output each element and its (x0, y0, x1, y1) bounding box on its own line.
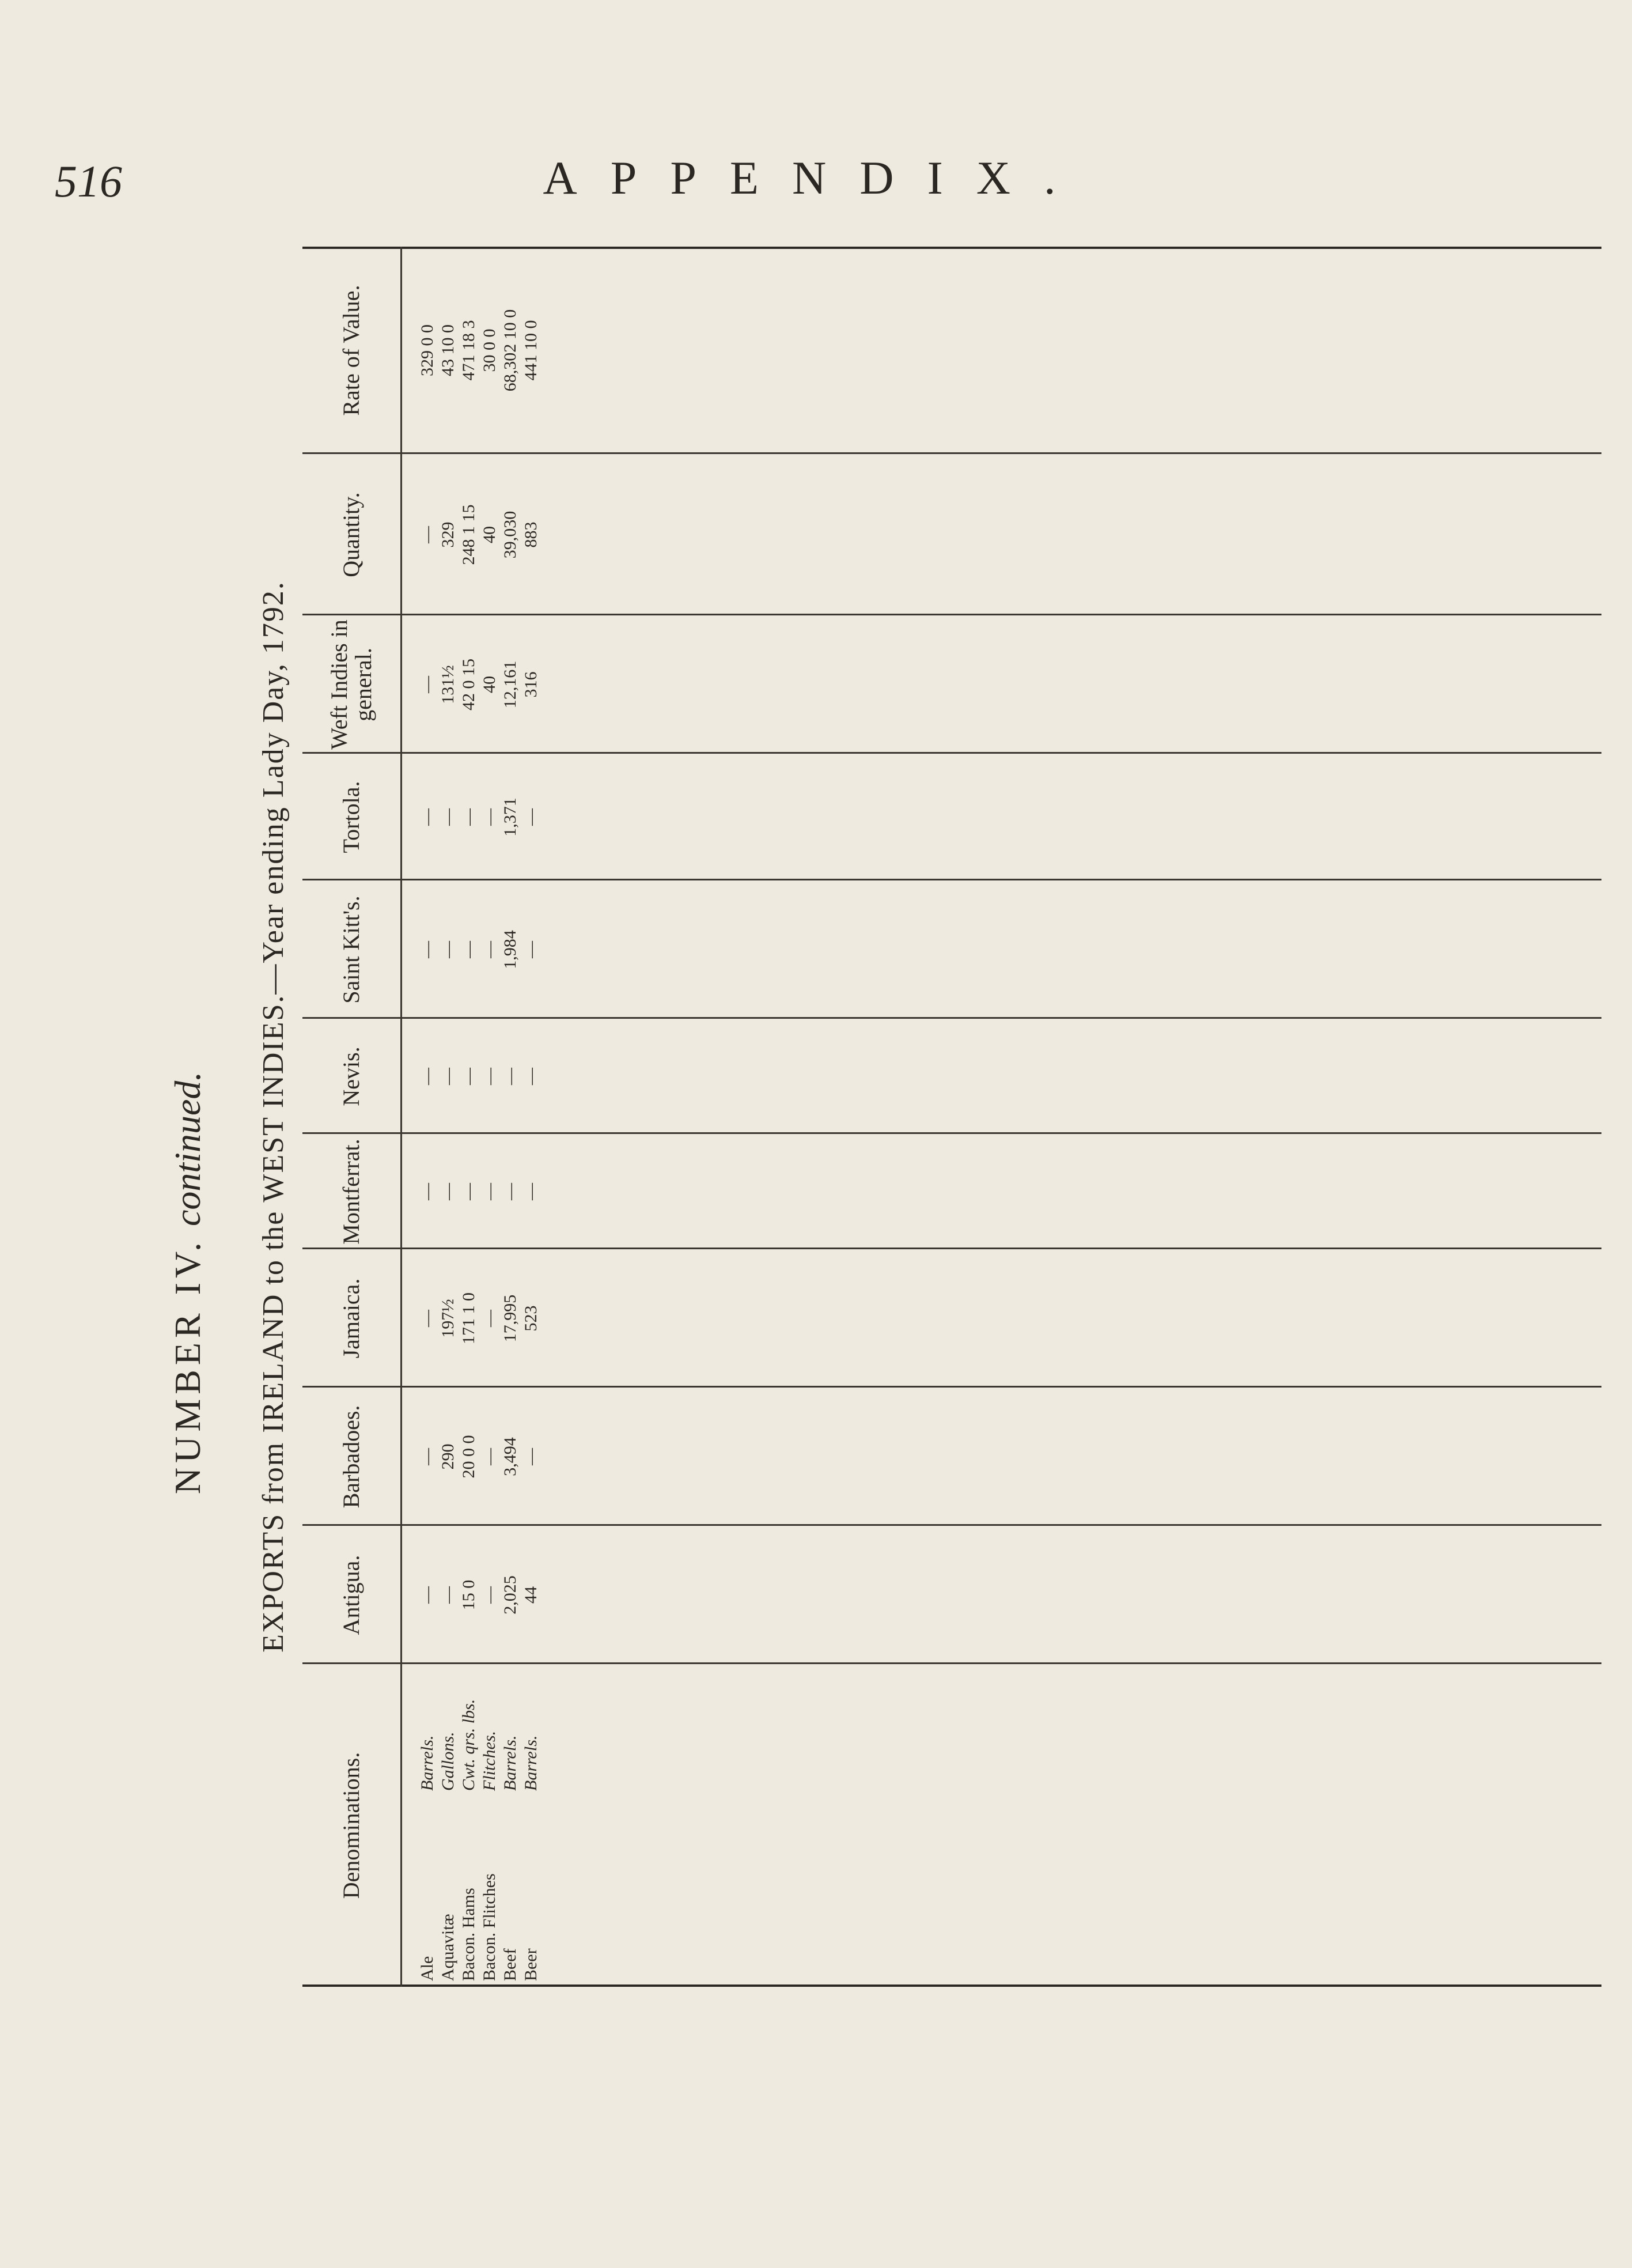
denom-row (438, 1670, 459, 1981)
cell-tortola: — (521, 808, 540, 826)
denominations-header: Denominations. (338, 1752, 364, 1899)
cell-west-indies: 12,161 (501, 660, 520, 709)
denom-unit: Barrels. (501, 1735, 520, 1791)
cell-montserrat: — (418, 1183, 437, 1200)
column-rule (302, 1386, 1601, 1388)
column-rule (302, 1524, 1601, 1526)
denom-row (418, 1670, 438, 1981)
column-rule (302, 879, 1601, 880)
col-west-indies: Weft Indies in general. (326, 619, 376, 750)
cell-montserrat: — (480, 1183, 499, 1200)
cell-rate-of-value: 68,302 10 0 (501, 309, 520, 392)
denom-row (459, 1670, 480, 1981)
column-rule (302, 1132, 1601, 1134)
denom-label: Bacon. Hams (459, 1888, 478, 1981)
cell-tortola: — (438, 808, 457, 826)
cell-montserrat: — (521, 1183, 540, 1200)
number-heading: NUMBER IV. (167, 1238, 208, 1495)
column-rule (302, 1017, 1601, 1019)
running-head: APPENDIX. (543, 152, 1089, 204)
cell-quantity: 248 1 15 (459, 504, 478, 565)
cell-jamaica: 197½ (438, 1299, 457, 1338)
cell-nevis: — (480, 1068, 499, 1085)
denominations-column (302, 1664, 1601, 1987)
cell-barbados: — (521, 1448, 540, 1465)
denom-label: Ale (418, 1956, 437, 1981)
cell-rate-of-value: 329 0 0 (418, 324, 437, 376)
cell-barbados: 3,494 (501, 1437, 520, 1476)
cell-jamaica: 171 1 0 (459, 1292, 478, 1344)
cell-antigua: — (418, 1586, 437, 1604)
col-saint-kitts: Saint Kitt's. (338, 895, 364, 1004)
cell-quantity: 883 (521, 521, 540, 548)
cell-nevis: — (438, 1068, 457, 1085)
denom-unit: Cwt. qrs. lbs. (459, 1699, 478, 1791)
rotated-table-block (158, 247, 1601, 1987)
page-number: 516 (55, 156, 122, 206)
column-rule (302, 1248, 1601, 1249)
exports-table (302, 247, 1601, 1987)
table-title: EXPORTS from IRELAND to the WEST INDIES.—Year ending Lady Day, 1792. (257, 581, 290, 1653)
cell-saint-kitts: — (418, 941, 437, 958)
col-jamaica: Jamaica. (338, 1278, 364, 1359)
continued-label: continued. (167, 1071, 208, 1226)
cell-saint-kitts: — (459, 941, 478, 958)
cell-west-indies: 42 0 15 (459, 659, 478, 710)
denom-unit: Barrels. (418, 1735, 437, 1791)
col-tortola: Tortola. (338, 781, 364, 853)
cell-montserrat: — (501, 1183, 520, 1200)
cell-antigua: — (438, 1586, 457, 1604)
denom-unit: Barrels. (521, 1735, 540, 1791)
cell-tortola: 1,371 (501, 797, 520, 837)
cell-west-indies: 131½ (438, 665, 457, 704)
cell-tortola: — (459, 808, 478, 826)
cell-west-indies: 316 (521, 671, 540, 698)
cell-jamaica: 523 (521, 1305, 540, 1332)
cell-rate-of-value: 30 0 0 (480, 328, 499, 372)
cell-nevis: — (418, 1068, 437, 1085)
column-rule (302, 614, 1601, 615)
table-border-right (302, 247, 1601, 249)
denom-row (501, 1670, 521, 1981)
cell-antigua: 44 (521, 1586, 540, 1604)
cell-montserrat: — (459, 1183, 478, 1200)
cell-tortola: — (480, 808, 499, 826)
cell-saint-kitts: — (521, 941, 540, 958)
col-nevis: Nevis. (338, 1046, 364, 1106)
cell-west-indies: 40 (480, 676, 499, 693)
cell-tortola: — (418, 808, 437, 826)
column-rule (302, 1662, 1601, 1664)
denom-label: Beer (521, 1948, 540, 1981)
denom-label: Aquavitæ (438, 1914, 457, 1981)
cell-montserrat: — (438, 1183, 457, 1200)
cell-saint-kitts: — (438, 941, 457, 958)
cell-rate-of-value: 471 18 3 (459, 320, 478, 381)
cell-quantity: 40 (480, 526, 499, 543)
denom-row (480, 1670, 501, 1981)
cell-saint-kitts: — (480, 941, 499, 958)
denom-row (521, 1670, 542, 1981)
denom-label: Bacon. Flitches (480, 1873, 499, 1981)
col-montserrat: Montferrat. (338, 1139, 364, 1245)
column-rule (302, 752, 1601, 754)
cell-nevis: — (459, 1068, 478, 1085)
column-rule (302, 452, 1601, 454)
denom-unit: Gallons. (438, 1732, 457, 1791)
cell-quantity: — (418, 526, 437, 543)
cell-west-indies: — (418, 676, 437, 693)
cell-barbados: 20 0 0 (459, 1435, 478, 1479)
cell-barbados: — (418, 1448, 437, 1465)
cell-quantity: 39,030 (501, 511, 520, 559)
cell-antigua: — (480, 1586, 499, 1604)
cell-saint-kitts: 1,984 (501, 930, 520, 969)
cell-barbados: — (480, 1448, 499, 1465)
cell-antigua: 15 0 (459, 1579, 478, 1611)
cell-jamaica: — (418, 1310, 437, 1327)
cell-jamaica: — (480, 1310, 499, 1327)
cell-rate-of-value: 441 10 0 (521, 320, 540, 381)
table-caption (158, 247, 222, 1987)
cell-quantity: 329 (438, 521, 457, 548)
col-antigua: Antigua. (338, 1555, 364, 1635)
cell-nevis: — (521, 1068, 540, 1085)
denom-label: Beef (501, 1948, 520, 1981)
cell-rate-of-value: 43 10 0 (438, 324, 457, 376)
cell-jamaica: 17,995 (501, 1294, 520, 1343)
col-barbados: Barbadoes. (338, 1405, 364, 1509)
col-quantity: Quantity. (338, 492, 364, 577)
denom-unit: Flitches. (480, 1730, 499, 1791)
cell-antigua: 2,025 (501, 1575, 520, 1615)
col-rate-of-value: Rate of Value. (338, 285, 364, 416)
cell-nevis: — (501, 1068, 520, 1085)
cell-barbados: 290 (438, 1443, 457, 1470)
